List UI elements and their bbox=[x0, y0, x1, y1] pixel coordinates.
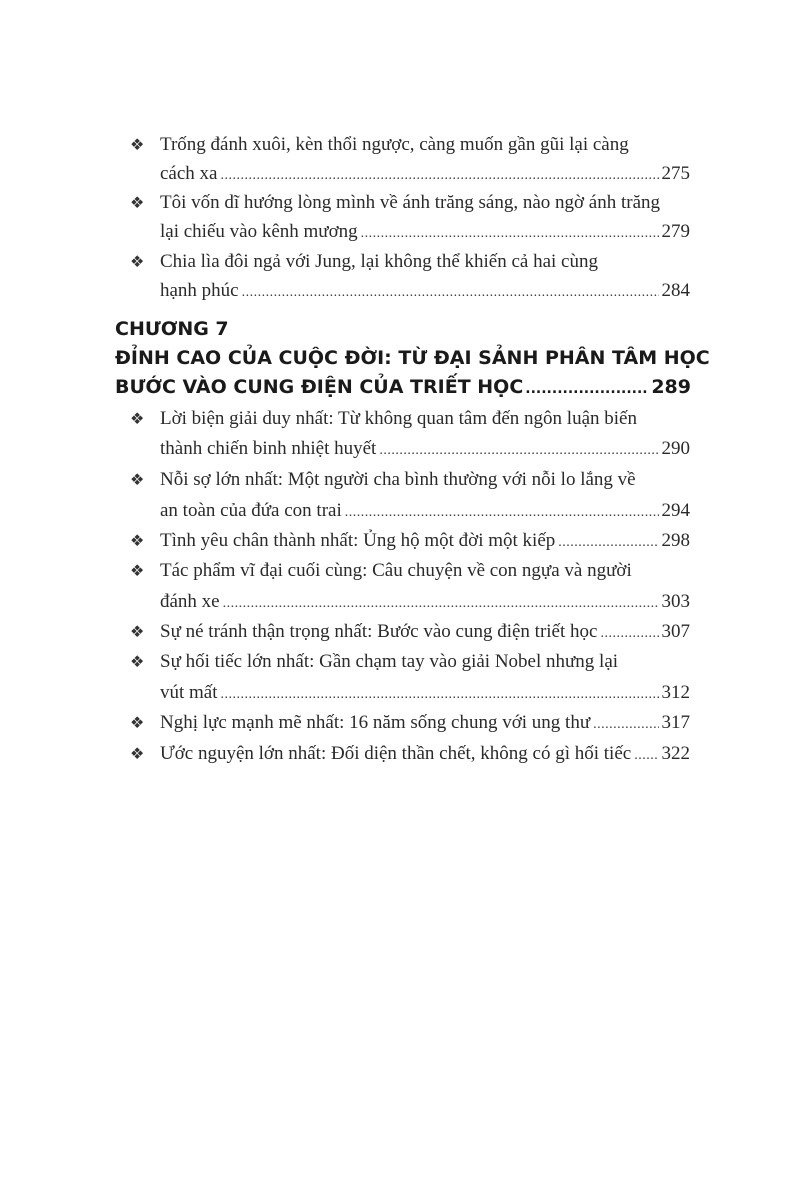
chapter-page: 289 bbox=[651, 376, 691, 398]
toc-entry-leader bbox=[160, 679, 690, 709]
toc-entry-title: Sự né tránh thận trọng nhất: Bước vào cung điện triết học bbox=[160, 621, 598, 642]
toc-entry-title-line1: Lời biện giải duy nhất: Từ không quan tâm đến ngôn luận biến bbox=[160, 408, 637, 429]
toc-entry-leader bbox=[160, 588, 690, 618]
toc-entry-page: 294 bbox=[661, 500, 690, 521]
diamond-bullet-icon: ❖ bbox=[130, 135, 145, 154]
diamond-bullet-icon: ❖ bbox=[130, 652, 145, 671]
toc-entry-page: 279 bbox=[661, 221, 690, 242]
dot-leader bbox=[593, 711, 658, 739]
toc-entry-page: 303 bbox=[661, 591, 690, 612]
dot-leader bbox=[558, 529, 658, 557]
toc-entry-leader bbox=[160, 160, 690, 190]
toc-entry-title-line1: Sự hối tiếc lớn nhất: Gần chạm tay vào giải Nobel nhưng lại bbox=[160, 651, 619, 672]
diamond-bullet-icon: ❖ bbox=[130, 531, 145, 550]
toc-entry-page: 298 bbox=[661, 530, 690, 551]
toc-entry-title-line2: an toàn của đứa con trai bbox=[160, 500, 342, 521]
toc-entry-page: 322 bbox=[661, 743, 690, 764]
dot-leader bbox=[634, 742, 658, 770]
diamond-bullet-icon: ❖ bbox=[130, 713, 145, 732]
toc-entry-title-line2: hạnh phúc bbox=[160, 280, 239, 301]
dot-leader bbox=[242, 279, 659, 307]
dot-leader bbox=[221, 681, 659, 709]
toc-entry-leader bbox=[160, 709, 690, 739]
toc-entry-leader bbox=[160, 277, 690, 307]
diamond-bullet-icon: ❖ bbox=[130, 252, 145, 271]
toc-entry-title-line1: Trống đánh xuôi, kèn thổi ngược, càng muốn gần gũi lại càng bbox=[160, 134, 629, 155]
toc-entry-leader bbox=[160, 618, 690, 648]
toc-entry-title: Ước nguyện lớn nhất: Đối diện thần chết, không có gì hối tiếc bbox=[160, 743, 632, 764]
chapter-title-line1: ĐỈNH CAO CỦA CUỘC ĐỜI: TỪ ĐẠI SẢNH PHÂN TÂM HỌC bbox=[115, 347, 710, 369]
toc-entry-title-line2: vút mất bbox=[160, 682, 218, 703]
diamond-bullet-icon: ❖ bbox=[130, 622, 145, 641]
chapter-title-leader[interactable] bbox=[115, 373, 691, 403]
dot-leader bbox=[600, 620, 658, 648]
diamond-bullet-icon: ❖ bbox=[130, 409, 145, 428]
diamond-bullet-icon: ❖ bbox=[130, 744, 145, 763]
toc-entry-title-line2: thành chiến binh nhiệt huyết bbox=[160, 438, 377, 459]
dot-leader bbox=[525, 375, 649, 403]
chapter-label: CHƯƠNG 7 bbox=[115, 318, 229, 340]
diamond-bullet-icon: ❖ bbox=[130, 561, 145, 580]
toc-entry-leader bbox=[160, 740, 690, 770]
toc-entry-title: Tình yêu chân thành nhất: Ủng hộ một đời một kiếp bbox=[160, 530, 556, 551]
toc-entry-page: 317 bbox=[661, 712, 690, 733]
toc-entry-title-line1: Nỗi sợ lớn nhất: Một người cha bình thường với nỗi lo lắng về bbox=[160, 469, 636, 490]
toc-entry-title-line2: lại chiếu vào kênh mương bbox=[160, 221, 358, 242]
toc-entry-title-line1: Tôi vốn dĩ hướng lòng mình về ánh trăng sáng, nào ngờ ánh trăng bbox=[160, 192, 661, 213]
toc-entry-page: 312 bbox=[661, 682, 690, 703]
dot-leader bbox=[220, 162, 658, 190]
toc-entry-leader bbox=[160, 218, 690, 248]
toc-entry-leader bbox=[160, 497, 690, 527]
dot-leader bbox=[361, 220, 659, 248]
toc-entry-title-line1: Tác phẩm vĩ đại cuối cùng: Câu chuyện về con ngựa và người bbox=[160, 560, 632, 581]
toc-entry-title: Nghị lực mạnh mẽ nhất: 16 năm sống chung với ung thư bbox=[160, 712, 591, 733]
toc-entry-page: 307 bbox=[661, 621, 690, 642]
toc-entry-title-line2: cách xa bbox=[160, 163, 218, 184]
toc-entry-page: 290 bbox=[661, 438, 690, 459]
toc-entry-page: 275 bbox=[661, 163, 690, 184]
dot-leader bbox=[345, 499, 659, 527]
diamond-bullet-icon: ❖ bbox=[130, 470, 145, 489]
diamond-bullet-icon: ❖ bbox=[130, 193, 145, 212]
dot-leader bbox=[379, 437, 658, 465]
chapter-title-line2: BƯỚC VÀO CUNG ĐIỆN CỦA TRIẾT HỌC bbox=[115, 376, 524, 398]
toc-entry-title-line2: đánh xe bbox=[160, 591, 220, 612]
toc-entry-title-line1: Chia lìa đôi ngả với Jung, lại không thể khiến cả hai cùng bbox=[160, 251, 598, 272]
toc-entry-leader bbox=[160, 435, 690, 465]
toc-entry-page: 284 bbox=[661, 280, 690, 301]
toc-entry-leader bbox=[160, 527, 690, 557]
dot-leader bbox=[223, 590, 659, 618]
